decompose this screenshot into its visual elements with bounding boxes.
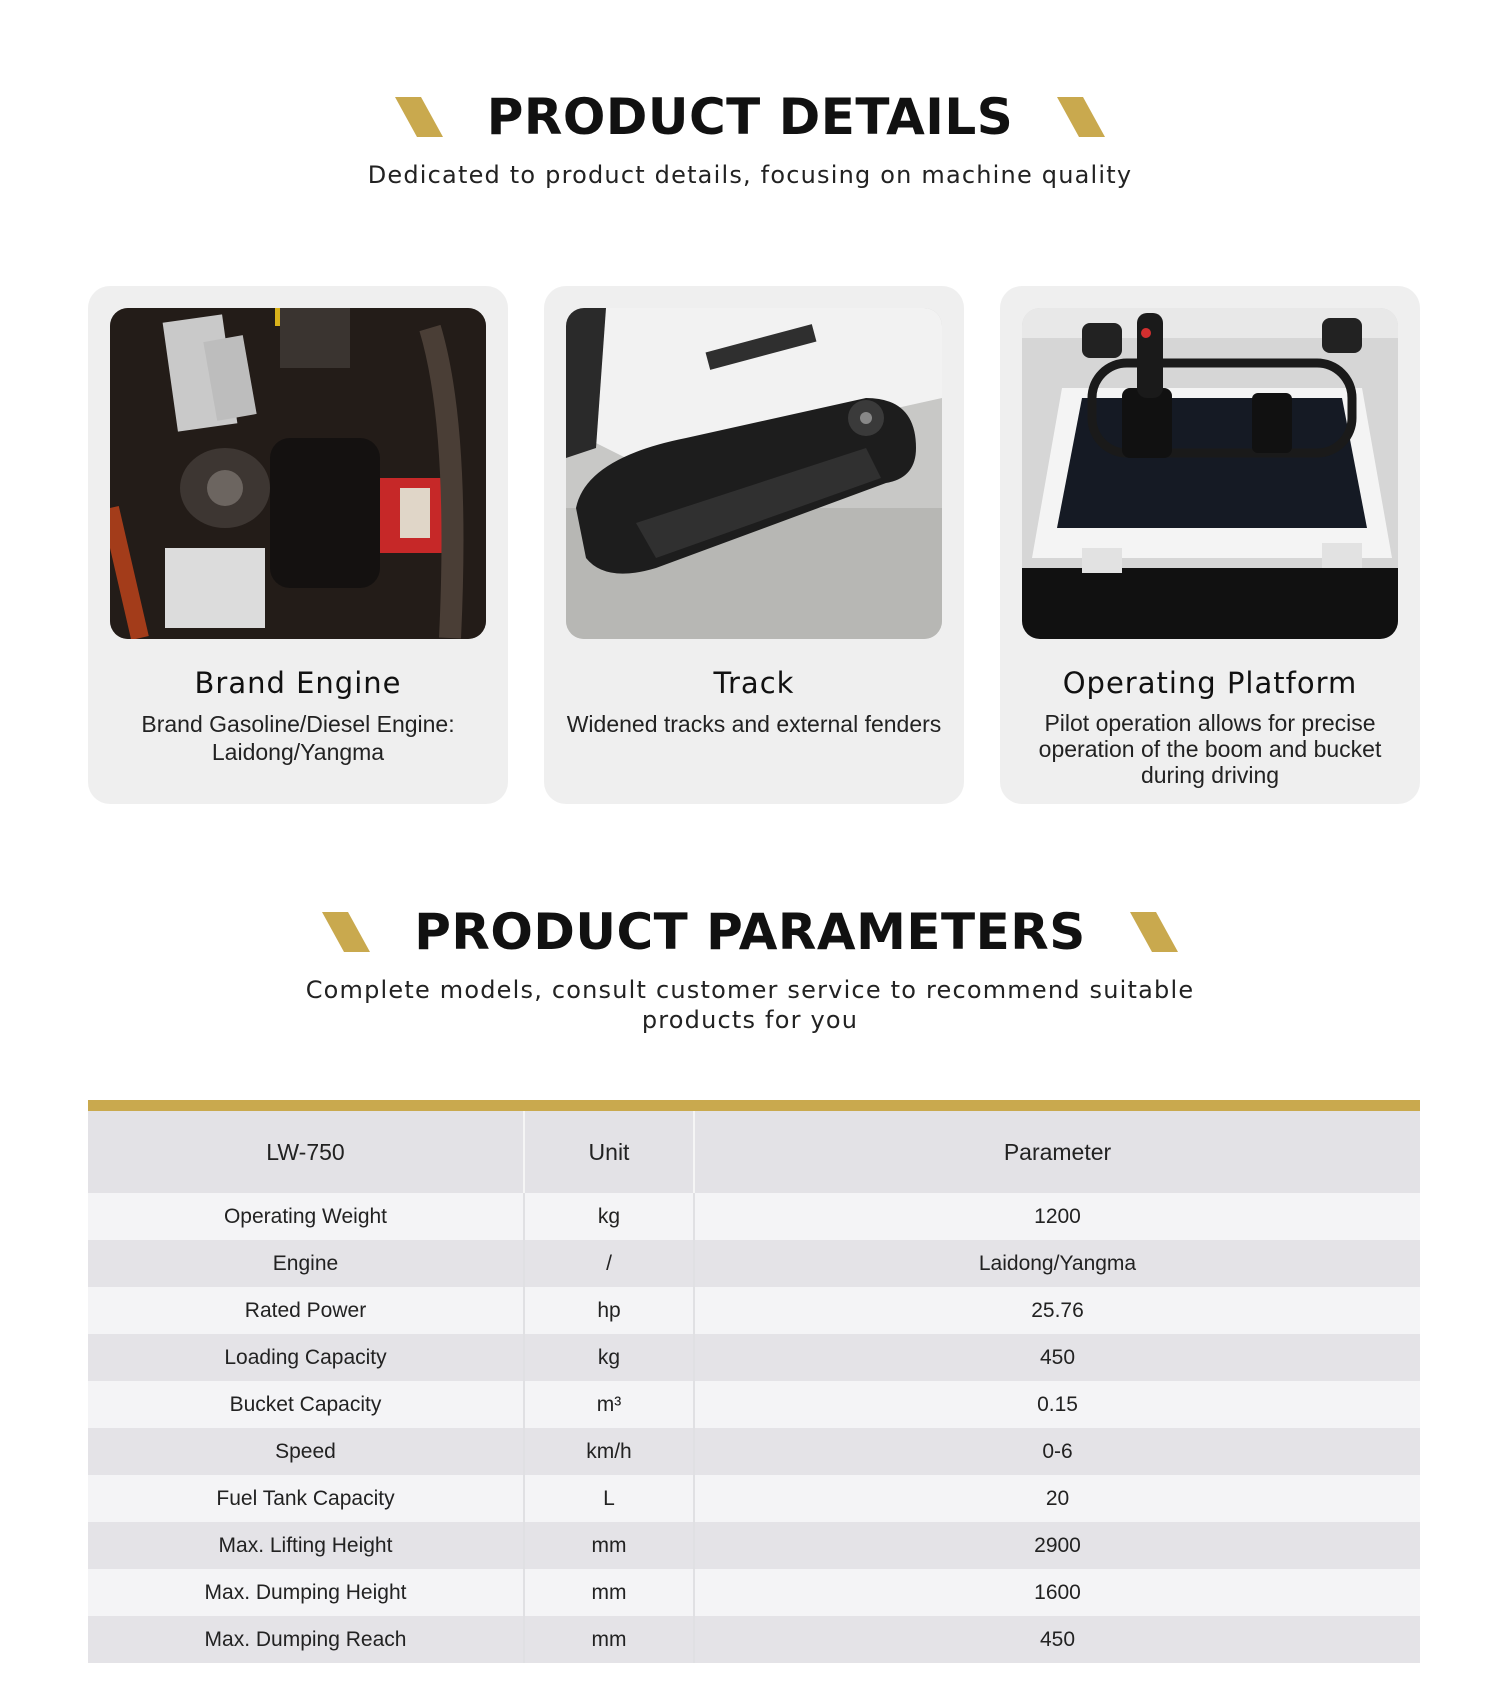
gold-slash-left-icon [395, 97, 443, 137]
parameters-subtitle-line2: products for you [641, 1006, 859, 1034]
param-name: Fuel Tank Capacity [88, 1475, 524, 1522]
param-name: Rated Power [88, 1287, 524, 1334]
table-row [88, 1569, 1420, 1616]
param-value: 0.15 [694, 1381, 1420, 1428]
platform-photo [1022, 308, 1398, 639]
parameters-subtitle [0, 975, 1500, 1035]
param-name: Speed [88, 1428, 524, 1475]
table-row [88, 1334, 1420, 1381]
param-name: Operating Weight [88, 1193, 524, 1240]
param-unit: hp [524, 1287, 694, 1334]
gold-slash-right-icon [1130, 912, 1178, 952]
table-row [88, 1193, 1420, 1240]
param-name: Max. Dumping Reach [88, 1616, 524, 1663]
param-value: 0-6 [694, 1428, 1420, 1475]
details-title: PRODUCT DETAILS [486, 88, 1014, 146]
table-row [88, 1428, 1420, 1475]
header-unit: Unit [524, 1111, 694, 1193]
param-value: 1600 [694, 1569, 1420, 1616]
param-value: 25.76 [694, 1287, 1420, 1334]
engine-photo [110, 308, 486, 639]
table-row [88, 1616, 1420, 1663]
param-unit: m³ [524, 1381, 694, 1428]
param-unit: mm [524, 1616, 694, 1663]
param-unit: L [524, 1475, 694, 1522]
parameters-header [0, 903, 1500, 1035]
param-value: 2900 [694, 1522, 1420, 1569]
card-description: Pilot operation allows for precise operation of the boom and bucket during driving [1038, 710, 1382, 788]
card-description: Widened tracks and external fenders [566, 711, 942, 737]
param-value: 450 [694, 1334, 1420, 1381]
details-subtitle: Dedicated to product details, focusing on machine quality [367, 161, 1133, 189]
card-title: Operating Platform [1062, 666, 1358, 700]
card-track [544, 286, 964, 804]
gold-slash-left-icon [322, 912, 370, 952]
param-unit: kg [524, 1334, 694, 1381]
table-row [88, 1287, 1420, 1334]
card-operating-platform [1000, 286, 1420, 804]
table-gold-bar [88, 1100, 1420, 1111]
param-unit: mm [524, 1569, 694, 1616]
header-model: LW-750 [88, 1111, 524, 1193]
table-row [88, 1522, 1420, 1569]
table-header-row [88, 1111, 1420, 1193]
parameters-title: PRODUCT PARAMETERS [414, 903, 1086, 961]
details-header [0, 88, 1500, 190]
table-row [88, 1240, 1420, 1287]
card-title: Track [713, 666, 795, 700]
param-unit: km/h [524, 1428, 694, 1475]
gold-slash-right-icon [1057, 97, 1105, 137]
track-photo [566, 308, 942, 639]
card-title: Brand Engine [194, 666, 402, 700]
param-name: Max. Dumping Height [88, 1569, 524, 1616]
param-name: Engine [88, 1240, 524, 1287]
param-value: 20 [694, 1475, 1420, 1522]
param-value: Laidong/Yangma [694, 1240, 1420, 1287]
param-unit: kg [524, 1193, 694, 1240]
param-value: 1200 [694, 1193, 1420, 1240]
param-name: Max. Lifting Height [88, 1522, 524, 1569]
param-unit: mm [524, 1522, 694, 1569]
card-brand-engine [88, 286, 508, 804]
param-value: 450 [694, 1616, 1420, 1663]
param-unit: / [524, 1240, 694, 1287]
card-description: Brand Gasoline/Diesel Engine: Laidong/Yangma [141, 711, 455, 765]
header-parameter: Parameter [694, 1111, 1420, 1193]
parameters-subtitle-line1: Complete models, consult customer service to recommend suitable [305, 976, 1195, 1004]
parameters-table [88, 1100, 1420, 1663]
table-row [88, 1381, 1420, 1428]
param-name: Bucket Capacity [88, 1381, 524, 1428]
table-row [88, 1475, 1420, 1522]
param-name: Loading Capacity [88, 1334, 524, 1381]
